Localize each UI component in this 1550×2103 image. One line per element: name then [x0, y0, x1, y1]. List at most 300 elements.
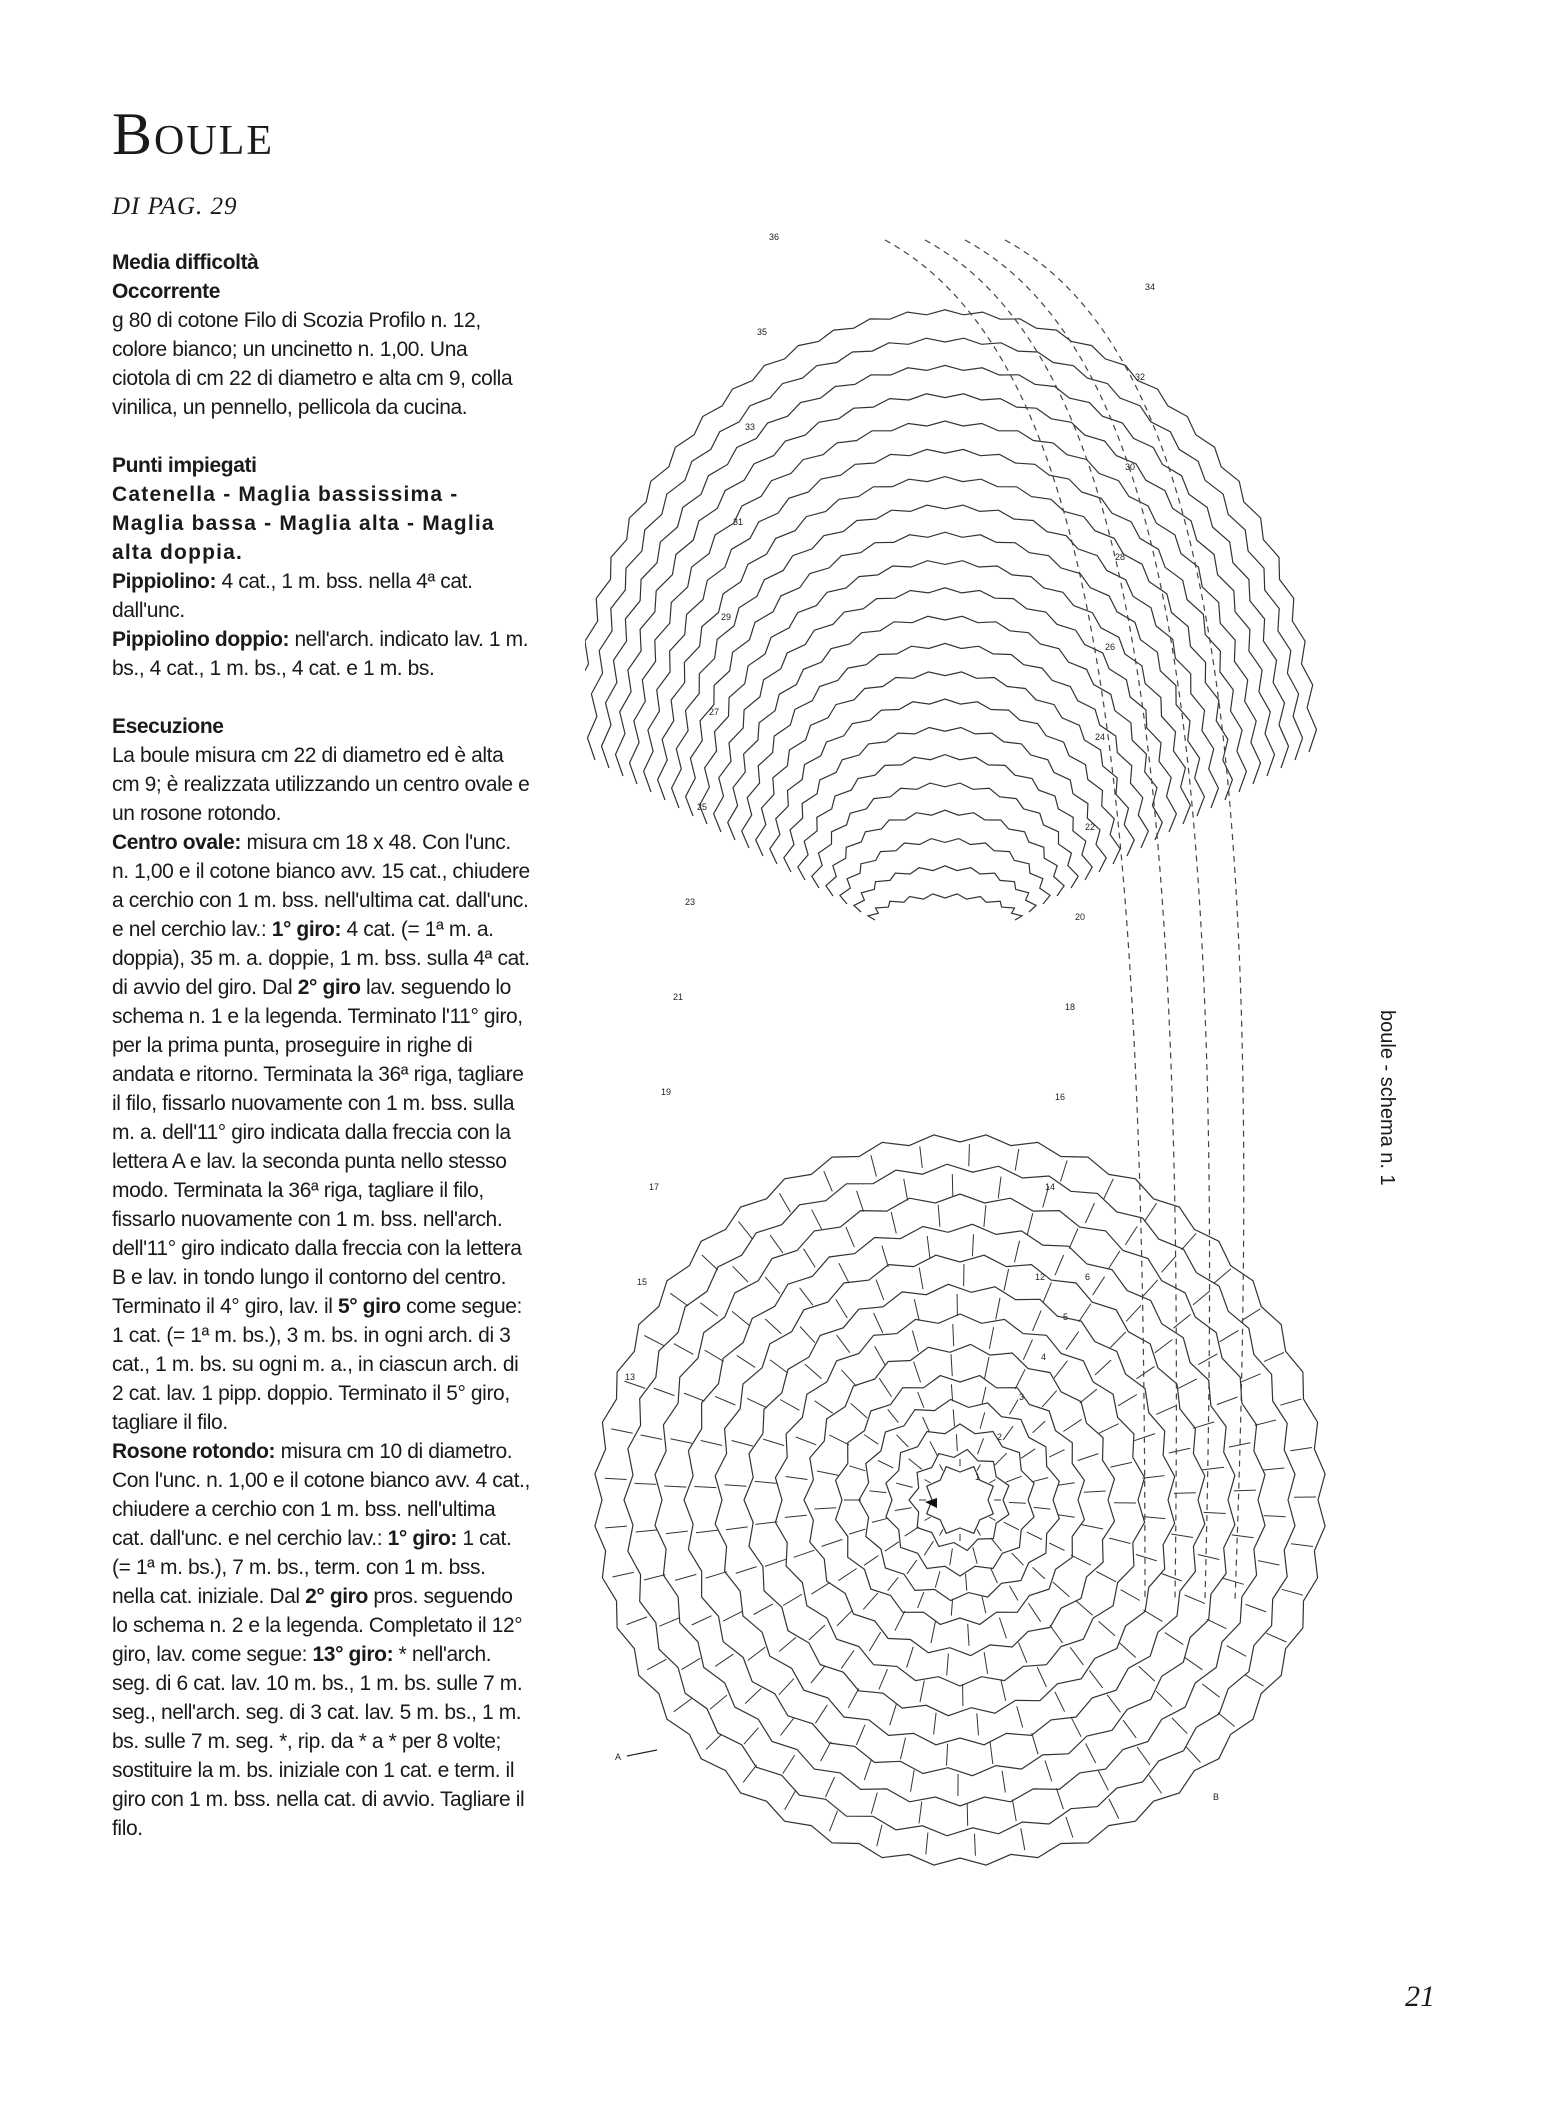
stitch-mark — [1126, 1305, 1141, 1321]
marker-b-label: B — [1213, 1792, 1220, 1802]
stitch-mark — [611, 1429, 633, 1433]
stitch-mark — [641, 1435, 663, 1439]
stitch-mark — [985, 1357, 989, 1379]
stitch-mark — [951, 1354, 952, 1376]
stitch-mark — [1071, 1555, 1091, 1565]
stitch-mark — [1069, 1229, 1078, 1249]
stitch-mark — [914, 1299, 919, 1321]
stitch-mark — [1172, 1718, 1187, 1734]
stitch-mark — [1056, 1788, 1063, 1809]
row-number: 22 — [1085, 822, 1096, 832]
difficulty-heading: Media difficoltà — [112, 251, 259, 274]
stitch-mark — [1104, 1179, 1113, 1199]
stitch-mark — [780, 1400, 799, 1411]
row-number: 12 — [1035, 1272, 1046, 1282]
stitch-mark — [1264, 1516, 1286, 1517]
stitch-mark — [770, 1235, 783, 1253]
stitch-mark — [1266, 1633, 1286, 1642]
stitch-mark — [1162, 1256, 1177, 1272]
row-number: 23 — [685, 897, 696, 907]
stitch-mark — [1136, 1366, 1154, 1378]
stitch-mark — [989, 1517, 995, 1521]
stitch-mark — [634, 1483, 656, 1484]
stitch-mark — [864, 1556, 878, 1566]
side-row-line — [925, 240, 1176, 1600]
stitch-mark — [1263, 1468, 1285, 1470]
stitch-mark — [779, 1193, 790, 1212]
stitches-heading: Punti impiegati — [112, 454, 257, 477]
oval-center-instructions: Centro ovale: misura cm 18 x 48. Con l'unc. n. 1,00 e il cotone bianco avv. 15 cat., chiudere a cerchio con 1 m. bss. nell'ultima cat. dall'unc. e nel cerchio lav.: 1° giro: 4 cat. (= 1ª m. a. doppia), 35 m. a. doppie, 1 m. bss. sulla 4ª cat. di avvio del giro. Dal 2° giro lav. seguendo lo schema n. 1 e la legenda. Terminato l'11° giro, per la prima punta, proseguire in righe di andata e ritorno. Terminata la 36ª riga, tagliare il filo, fissarlo nuovamente con 1 m. bss. sulla m. a. dell'11° giro indicata dalla freccia con la lettera A e lav. la seconda punta nello stesso modo. Terminata la 36ª riga, tagliare il filo, fissarlo nuovamente con 1 m. bss. nell'arch. dell'11° giro indicato dalla freccia con la lettera B e lav. in tondo lungo il contorno del centro. Terminato il 4° giro, lav. il 5° giro come segue: 1 cat. (= 1ª m. bs.), 3 m. bs. in ogni arch. di 3 cat., 1 m. bs. su ogni m. a., in ciascun arch. di 2 cat. lav. 1 pipp. doppio. Terminato il 5° giro, tagliare il filo. — [112, 831, 530, 1434]
row-number: 26 — [1105, 642, 1116, 652]
row-number: 24 — [1095, 732, 1106, 742]
stitch-mark — [842, 1370, 857, 1386]
execution-intro: La boule misura cm 22 di diametro ed è alta cm 9; è realizzata utilizzando un centro ovale e un rosone rotondo. — [112, 744, 530, 825]
stitch-mark — [911, 1770, 915, 1792]
stitch-mark — [1174, 1493, 1196, 1494]
stitch-mark — [1220, 1330, 1239, 1341]
stitch-mark — [822, 1539, 843, 1546]
row-number: 27 — [709, 707, 720, 717]
stitch-mark — [1246, 1604, 1267, 1612]
row-number: 32 — [1135, 372, 1146, 382]
stitch-mark — [989, 1327, 993, 1349]
stitch-mark — [940, 1465, 944, 1471]
stitch-mark — [723, 1611, 743, 1621]
stitch-mark — [879, 1378, 891, 1396]
stitch-mark — [848, 1689, 859, 1708]
stitch-mark — [923, 1417, 930, 1433]
stitch-mark — [1171, 1534, 1193, 1538]
stitch-mark — [1290, 1448, 1312, 1451]
stitch-mark — [1193, 1422, 1214, 1428]
stitch-mark — [891, 1212, 896, 1233]
stitch-mark — [956, 1434, 957, 1451]
rosette-ring — [836, 1376, 1085, 1625]
stitch-mark — [1204, 1512, 1226, 1513]
chart-center-rings — [595, 1135, 1325, 1865]
stitch-mark — [849, 1466, 865, 1471]
stitch-mark — [1107, 1695, 1120, 1713]
rosette-ring — [655, 1194, 1265, 1806]
stitch-mark — [969, 1144, 970, 1166]
stitch-mark — [864, 1759, 871, 1780]
stitch-mark — [1032, 1478, 1049, 1482]
stitch-mark — [636, 1530, 658, 1532]
stitch-mark — [1109, 1538, 1130, 1543]
stitch-mark — [1080, 1389, 1097, 1403]
stitch-mark — [1186, 1746, 1201, 1762]
stitch-mark — [1066, 1817, 1073, 1838]
stitch-mark — [977, 1529, 981, 1535]
stitch-mark — [814, 1508, 836, 1509]
stitch-mark — [1053, 1582, 1070, 1597]
stitch-mark — [800, 1327, 815, 1343]
stitch-mark — [654, 1388, 675, 1396]
stitch-mark — [905, 1527, 919, 1536]
lobe-row — [784, 728, 1106, 873]
stitch-mark — [1240, 1374, 1260, 1383]
stitch-mark — [765, 1277, 779, 1294]
stitch-mark — [1079, 1304, 1091, 1322]
stitch-mark — [826, 1777, 835, 1797]
stitch-mark — [919, 1802, 922, 1824]
stitch-mark — [841, 1650, 854, 1668]
stitch-mark — [907, 1560, 917, 1574]
row-number: 31 — [733, 517, 744, 527]
stitch-mark — [1143, 1476, 1165, 1479]
stitch-mark — [1037, 1667, 1046, 1687]
row-number: 15 — [637, 1277, 648, 1287]
stitch-mark — [947, 1744, 948, 1766]
stitch-mark — [920, 1681, 924, 1703]
stitch-mark — [1066, 1332, 1079, 1350]
stitch-mark — [786, 1477, 808, 1480]
stitch-mark — [715, 1654, 733, 1666]
stitch-mark — [675, 1574, 696, 1580]
stitch-mark — [647, 1659, 666, 1670]
stitch-mark — [809, 1625, 825, 1640]
lobe-row — [770, 699, 1120, 864]
stitch-mark — [1096, 1572, 1116, 1582]
stitch-mark — [918, 1592, 924, 1608]
stitch-mark — [811, 1582, 830, 1594]
stitch-mark — [1027, 1213, 1032, 1234]
stitch-mark — [736, 1567, 757, 1574]
stitch-mark — [1118, 1395, 1137, 1406]
stitch-mark — [605, 1478, 627, 1479]
stitch-mark — [1058, 1515, 1075, 1518]
stitch-mark — [1071, 1717, 1081, 1737]
stitch-mark — [1282, 1589, 1303, 1595]
row-number: 28 — [1115, 552, 1126, 562]
crochet-chart — [585, 100, 1415, 1900]
stitch-mark — [1184, 1657, 1202, 1670]
stitch-mark — [1119, 1643, 1135, 1658]
lobe-row — [826, 810, 1064, 896]
stitch-mark — [747, 1398, 767, 1407]
stitch-mark — [765, 1319, 781, 1334]
stitch-mark — [815, 1705, 827, 1724]
stitch-mark — [897, 1435, 909, 1447]
stitch-mark — [1202, 1684, 1220, 1697]
stitch-mark — [732, 1441, 753, 1447]
instructions-column — [112, 248, 530, 1843]
page-number: 21 — [1405, 1980, 1435, 2013]
stitch-mark — [876, 1280, 884, 1301]
stitch-mark — [980, 1412, 985, 1428]
stitches-list: Catenella - Maglia bassissima - Maglia bassa - Maglia alta - Maglia alta doppia. — [112, 483, 495, 564]
stitch-mark — [1010, 1586, 1019, 1601]
stitch-mark — [805, 1364, 822, 1379]
stitch-mark — [710, 1695, 727, 1709]
stitch-mark — [1015, 1241, 1020, 1263]
stitch-mark — [926, 1833, 928, 1855]
row-number: 16 — [1055, 1092, 1066, 1102]
stitch-mark — [870, 1491, 887, 1493]
row-number: 17 — [649, 1182, 660, 1192]
side-row-line — [1005, 240, 1244, 1600]
stitch-mark — [781, 1718, 794, 1736]
stitch-mark — [999, 1618, 1006, 1639]
stitch-mark — [953, 1409, 954, 1426]
stitch-mark — [978, 1438, 984, 1454]
stitch-mark — [856, 1725, 865, 1745]
chart-lobe-rows — [585, 310, 1317, 920]
stitch-mark — [1049, 1543, 1064, 1550]
stitch-mark — [815, 1401, 833, 1413]
stitch-mark — [1050, 1625, 1063, 1643]
stitch-mark — [888, 1409, 899, 1422]
rosette-ring — [595, 1135, 1325, 1865]
lobe-row — [854, 866, 1036, 912]
stitch-mark — [1136, 1554, 1157, 1561]
lobe-row — [686, 532, 1205, 816]
stitch-mark — [836, 1299, 848, 1318]
stitch-mark — [754, 1604, 773, 1615]
stitch-mark — [1245, 1675, 1264, 1687]
stitch-mark — [1214, 1269, 1231, 1283]
stitch-mark — [770, 1360, 788, 1373]
stitch-mark — [1177, 1379, 1197, 1389]
stitch-mark — [1232, 1535, 1254, 1538]
stitch-mark — [812, 1210, 822, 1230]
stitch-mark — [1095, 1360, 1111, 1375]
stitch-mark — [851, 1403, 868, 1418]
stitch-mark — [872, 1518, 889, 1522]
stitch-mark — [1099, 1424, 1119, 1434]
rosette-ring — [775, 1314, 1144, 1686]
stitch-mark — [1108, 1251, 1120, 1270]
stitch-mark — [864, 1435, 878, 1445]
stitch-mark — [1156, 1691, 1172, 1706]
stitch-mark — [895, 1611, 905, 1631]
stitch-mark — [914, 1362, 921, 1383]
stitch-mark — [1086, 1744, 1096, 1764]
stitch-mark — [934, 1713, 937, 1735]
stitch-mark — [726, 1527, 748, 1530]
stitch-mark — [1042, 1391, 1057, 1408]
stitch-mark — [811, 1666, 825, 1683]
stitch-mark — [674, 1344, 693, 1355]
stitch-mark — [1181, 1233, 1196, 1250]
lobe-row — [868, 894, 1022, 920]
stitch-mark — [682, 1658, 701, 1669]
stitch-mark — [737, 1355, 756, 1367]
stitch-mark — [779, 1637, 796, 1651]
stitch-mark — [1003, 1426, 1013, 1440]
lobe-row — [714, 588, 1177, 832]
stitch-mark — [738, 1221, 752, 1238]
stitch-mark — [1242, 1309, 1261, 1321]
stitch-mark — [644, 1575, 665, 1580]
stitch-mark — [972, 1234, 973, 1256]
stitch-mark — [804, 1249, 816, 1268]
stitch-mark — [1045, 1761, 1052, 1782]
stitch-mark — [1033, 1421, 1046, 1433]
stitch-mark — [800, 1288, 813, 1306]
picot-definition: Pippiolino: 4 cat., 1 m. bss. nella 4ª cat. dall'unc. — [112, 570, 473, 622]
stitch-mark — [705, 1350, 724, 1361]
rosette-ring — [715, 1255, 1205, 1745]
stitch-mark — [1093, 1277, 1105, 1296]
stitch-mark — [785, 1791, 796, 1810]
stitch-mark — [951, 1384, 952, 1401]
stitch-mark — [1223, 1578, 1244, 1584]
stitch-mark — [1055, 1255, 1064, 1275]
stitch-mark — [1280, 1399, 1301, 1405]
stitch-mark — [1264, 1352, 1284, 1361]
stitch-mark — [1161, 1573, 1182, 1581]
stitch-mark — [1165, 1633, 1184, 1645]
stitch-mark — [1023, 1340, 1032, 1360]
stitch-mark — [1156, 1406, 1176, 1415]
stitch-mark — [783, 1755, 795, 1774]
lobe-row — [672, 505, 1219, 808]
stitch-mark — [975, 1834, 976, 1856]
stitch-mark — [1143, 1517, 1165, 1519]
stitch-mark — [794, 1550, 815, 1557]
materials-heading: Occorrente — [112, 280, 221, 303]
stitch-mark — [830, 1811, 838, 1832]
stitch-mark — [1063, 1419, 1081, 1431]
stitch-mark — [1155, 1340, 1173, 1353]
row-number: 18 — [1065, 1002, 1076, 1012]
round-number: 6 — [1085, 1272, 1091, 1282]
stitch-mark — [920, 1146, 923, 1168]
stitch-mark — [684, 1393, 705, 1401]
row-number: 14 — [1045, 1182, 1056, 1192]
stitch-mark — [732, 1311, 749, 1325]
round-number: 5 — [1063, 1312, 1069, 1322]
lobe-row — [840, 839, 1050, 904]
stitch-mark — [925, 1517, 931, 1521]
double-picot-definition: Pippiolino doppio: nell'arch. indicato lav. 1 m. bs., 4 cat., 1 m. bs., 4 cat. e 1 m. bs. — [112, 628, 529, 680]
stitch-mark — [692, 1616, 712, 1625]
stitch-mark — [1034, 1507, 1051, 1509]
stitch-mark — [968, 1624, 969, 1646]
stitch-mark — [930, 1441, 938, 1456]
stitch-mark — [1004, 1522, 1019, 1530]
stitch-mark — [991, 1538, 1002, 1551]
stitch-mark — [1110, 1332, 1125, 1348]
stitch-mark — [664, 1486, 686, 1487]
stitch-mark — [885, 1542, 899, 1552]
chart-side-rows — [885, 240, 1244, 1600]
stitch-mark — [725, 1485, 747, 1486]
stitch-mark — [779, 1679, 794, 1695]
stitch-mark — [1218, 1713, 1235, 1727]
stitch-mark — [1055, 1692, 1065, 1712]
stitch-mark — [702, 1255, 718, 1270]
side-row-line — [965, 240, 1210, 1600]
stitch-mark — [1089, 1670, 1102, 1688]
stitch-mark — [1010, 1400, 1019, 1415]
stitch-mark — [1054, 1361, 1067, 1378]
stitch-mark — [745, 1688, 761, 1703]
stitch-mark — [1027, 1532, 1042, 1539]
stitch-mark — [829, 1435, 849, 1445]
stitch-mark — [1082, 1525, 1104, 1529]
stitch-mark — [995, 1453, 1007, 1465]
stitch-mark — [674, 1699, 692, 1712]
marker-a-label: A — [615, 1752, 622, 1762]
stitch-mark — [1009, 1502, 1026, 1503]
stitch-mark — [1258, 1561, 1280, 1565]
stitch-mark — [1207, 1619, 1227, 1629]
stitch-mark — [612, 1572, 634, 1577]
stitch-mark — [817, 1471, 839, 1475]
stitch-mark — [1015, 1369, 1025, 1389]
stitch-mark — [888, 1577, 899, 1590]
stitch-mark — [901, 1738, 906, 1760]
stitch-mark — [706, 1572, 727, 1578]
row-number: 13 — [625, 1372, 636, 1382]
stitch-mark — [879, 1669, 888, 1689]
stitch-mark — [1144, 1610, 1163, 1621]
stitch-mark — [1109, 1799, 1119, 1819]
stitch-mark — [982, 1597, 986, 1614]
stitch-mark — [1085, 1203, 1094, 1223]
chart-row-numbers — [625, 232, 1155, 1482]
stitch-mark — [624, 1381, 645, 1388]
stitch-mark — [1202, 1467, 1224, 1470]
stitch-mark — [875, 1346, 886, 1365]
lobe-row — [602, 365, 1289, 768]
round-number: 3 — [1019, 1392, 1025, 1402]
stitch-mark — [1227, 1646, 1246, 1657]
stitch-mark — [1139, 1666, 1155, 1681]
stitch-mark — [984, 1652, 988, 1674]
stitch-mark — [1033, 1567, 1046, 1579]
stitch-mark — [904, 1179, 908, 1201]
stitch-mark — [1049, 1450, 1064, 1457]
stitch-mark — [644, 1336, 664, 1346]
stitch-mark — [1143, 1280, 1158, 1296]
stitch-mark — [839, 1263, 849, 1283]
round-number: 1 — [975, 1472, 981, 1482]
stitch-mark — [1121, 1590, 1140, 1601]
stitch-mark — [846, 1227, 855, 1247]
lobe-row — [812, 783, 1078, 888]
stitch-mark — [935, 1571, 940, 1587]
stitch-mark — [1021, 1828, 1025, 1850]
row-number: 29 — [721, 612, 732, 622]
lobe-row — [630, 421, 1261, 784]
stitch-mark — [1217, 1397, 1238, 1405]
stitch-mark — [912, 1331, 918, 1352]
stitch-mark — [977, 1713, 979, 1735]
lobe-row — [798, 755, 1092, 880]
rosette-ring — [684, 1224, 1235, 1775]
stitch-mark — [824, 1171, 833, 1191]
stitch-mark — [1144, 1203, 1156, 1221]
stitch-mark — [1185, 1595, 1205, 1604]
stitch-mark — [1017, 1706, 1023, 1727]
marker-a-arrow — [627, 1750, 657, 1756]
stitch-mark — [694, 1487, 716, 1488]
stitch-mark — [1061, 1161, 1068, 1182]
stitch-mark — [796, 1437, 817, 1445]
stitch-mark — [763, 1439, 784, 1446]
row-number: 21 — [673, 992, 684, 1002]
row-number: 19 — [661, 1087, 672, 1097]
stitch-mark — [882, 1246, 888, 1267]
stitch-mark — [1006, 1476, 1022, 1482]
row-number: 34 — [1145, 282, 1156, 292]
stitch-mark — [1169, 1448, 1190, 1453]
stitch-mark — [1099, 1621, 1116, 1636]
stitch-mark — [849, 1529, 865, 1534]
